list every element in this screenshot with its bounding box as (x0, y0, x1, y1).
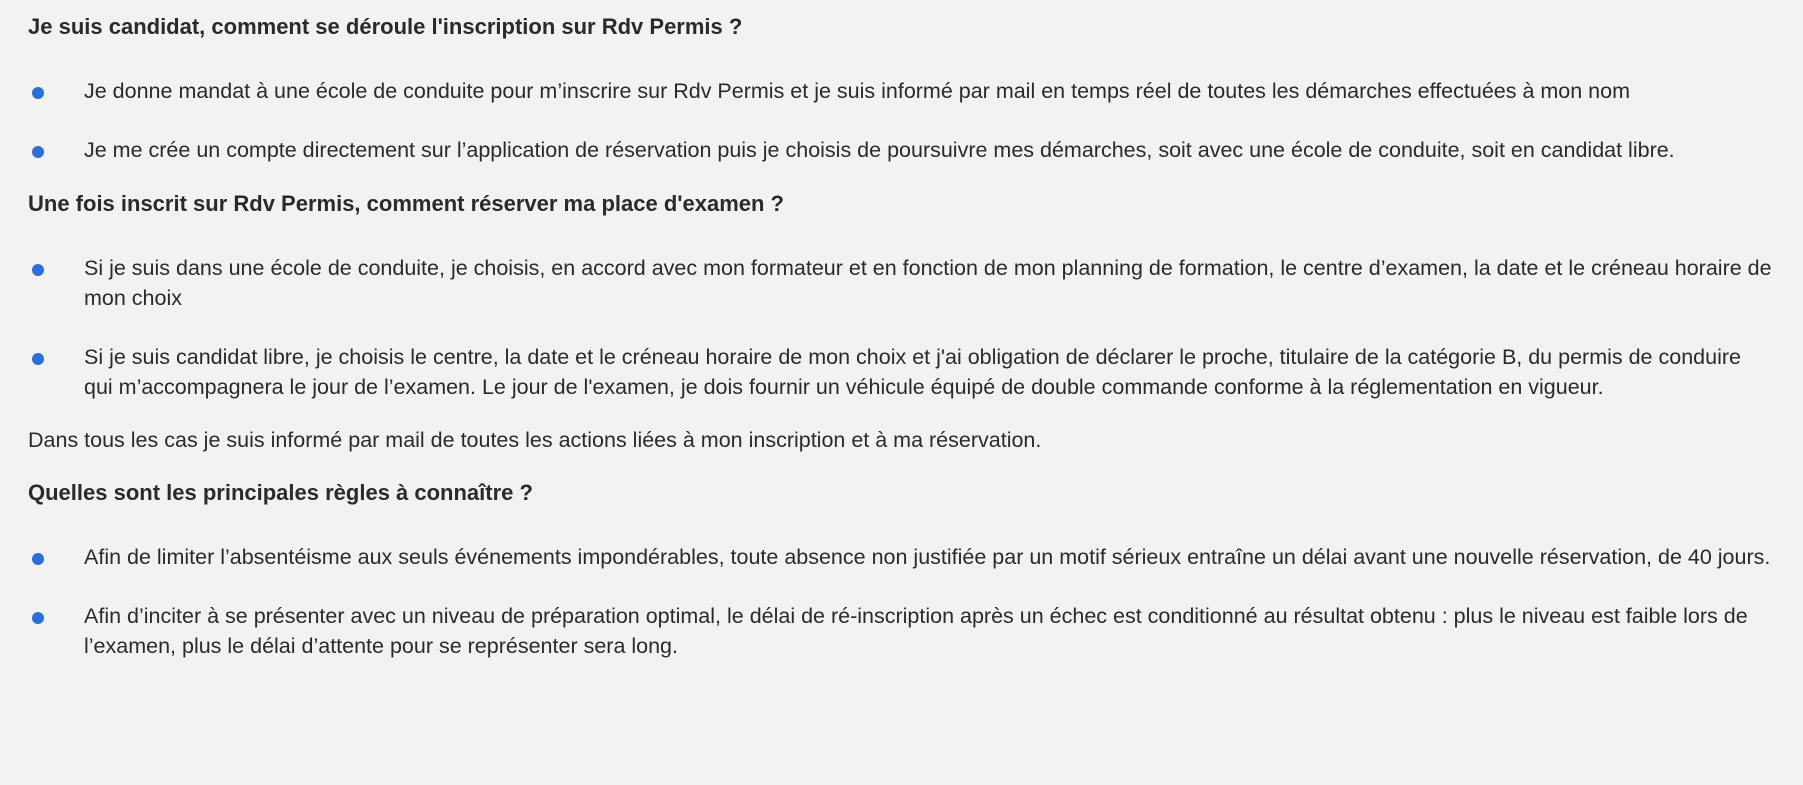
list-item-text: Afin d’inciter à se présenter avec un niveau de préparation optimal, le délai de ré-inscription après un échec est conditionné au résultat obtenu : plus le niveau est faible lors de l’examen, plus le délai d’attente pour se représenter sera long. (84, 604, 1748, 658)
faq-content (28, 12, 1773, 661)
section-heading-rules: Quelles sont les principales règles à connaître ? (28, 480, 533, 505)
bullet-list-inscription (28, 76, 1773, 165)
bullet-dot-icon (32, 353, 44, 365)
list-item (28, 342, 1773, 402)
list-item (28, 542, 1773, 572)
list-item-text: Je me crée un compte directement sur l’application de réservation puis je choisis de poursuivre mes démarches, soit avec une école de conduite, soit en candidat libre. (84, 138, 1675, 162)
list-item-text: Si je suis candidat libre, je choisis le centre, la date et le créneau horaire de mon choix et j'ai obligation de déclarer le proche, titulaire de la catégorie B, du permis de conduire qui m’accompagnera le jour de l’examen. Le jour de l'examen, je dois fournir un véhicule équipé de double commande conforme à la réglementation en vigueur. (84, 345, 1741, 399)
section-heading-inscription: Je suis candidat, comment se déroule l'inscription sur Rdv Permis ? (28, 14, 743, 39)
reservation-note: Dans tous les cas je suis informé par mail de toutes les actions liées à mon inscription et à ma réservation. (28, 428, 1042, 452)
bullet-list-reservation (28, 253, 1773, 402)
list-item (28, 601, 1773, 661)
bullet-dot-icon (32, 553, 44, 565)
bullet-dot-icon (32, 264, 44, 276)
list-item (28, 253, 1773, 313)
bullet-dot-icon (32, 612, 44, 624)
list-item (28, 76, 1773, 106)
list-item (28, 135, 1773, 165)
bullet-dot-icon (32, 87, 44, 99)
list-item-text: Afin de limiter l’absentéisme aux seuls événements impondérables, toute absence non justifiée par un motif sérieux entraîne un délai avant une nouvelle réservation, de 40 jours. (84, 545, 1771, 569)
section-heading-reservation: Une fois inscrit sur Rdv Permis, comment réserver ma place d'examen ? (28, 191, 784, 216)
list-item-text: Si je suis dans une école de conduite, je choisis, en accord avec mon formateur et en fonction de mon planning de formation, le centre d’examen, la date et le créneau horaire de mon choix (84, 256, 1772, 310)
list-item-text: Je donne mandat à une école de conduite pour m’inscrire sur Rdv Permis et je suis informé par mail en temps réel de toutes les démarches effectuées à mon nom (84, 79, 1631, 103)
bullet-list-rules (28, 542, 1773, 661)
bullet-dot-icon (32, 146, 44, 158)
